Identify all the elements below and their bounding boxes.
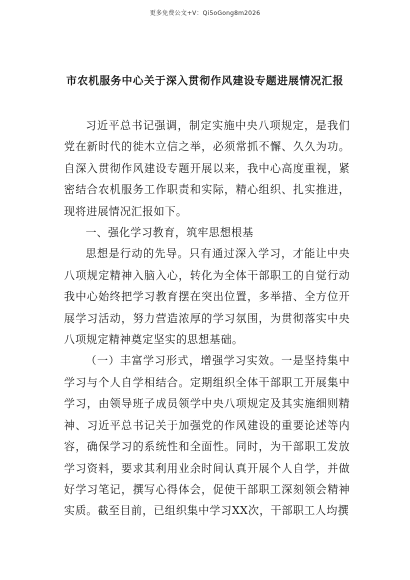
section-heading: 一、强化学习教育，筑牢思想根基 [85,226,254,240]
body-paragraph: 思想是行动的先导。只有通过深入学习，才能让中央八项规定精神入脑入心，转化为全体干部职工的自觉行动我中心始终把学习教育摆在突出位置，多举措、全方位开展学习活动，努力营造浓厚的学习氛围，为贯彻落实中央八项规定精神奠定坚实的思想基础。 [64,247,350,347]
header-note: 更多免费公文+V：Qi5oGong8m2026 [149,10,261,17]
document-body [64,115,350,522]
body-paragraph: （一）丰富学习形式，增强学习实效。一是坚持集中学习与个人自学相结合。定期组织全体干部职工开展集中学习，由领导班子成员领学中央八项规定及其实施细则精神、习近平总书记关于加强党的作风建设的重要论述等内容，确保学习的系统性和全面性。同时，为干部职工发放学习资料，要求其利用业余时间认真开展个人自学，并做好学习笔记，撰写心得体会，促使干部职工深刻领会精神实质。截至目前，已组织集中学习XX次，干部职工人均撰 [64,354,350,518]
body-paragraph: 习近平总书记强调，制定实施中央八项规定，是我们党在新时代的徙木立信之举，必须常抓不懈、久久为功。自深入贯彻作风建设专题开展以来，我中心高度重视，紧密结合农机服务工作职责和实际，精心组织、扎实推进，现将进展情况汇报如下。 [64,119,350,218]
document-title: 市农机服务中心关于深入贯彻作风建设专题进展情况汇报 [66,75,344,87]
